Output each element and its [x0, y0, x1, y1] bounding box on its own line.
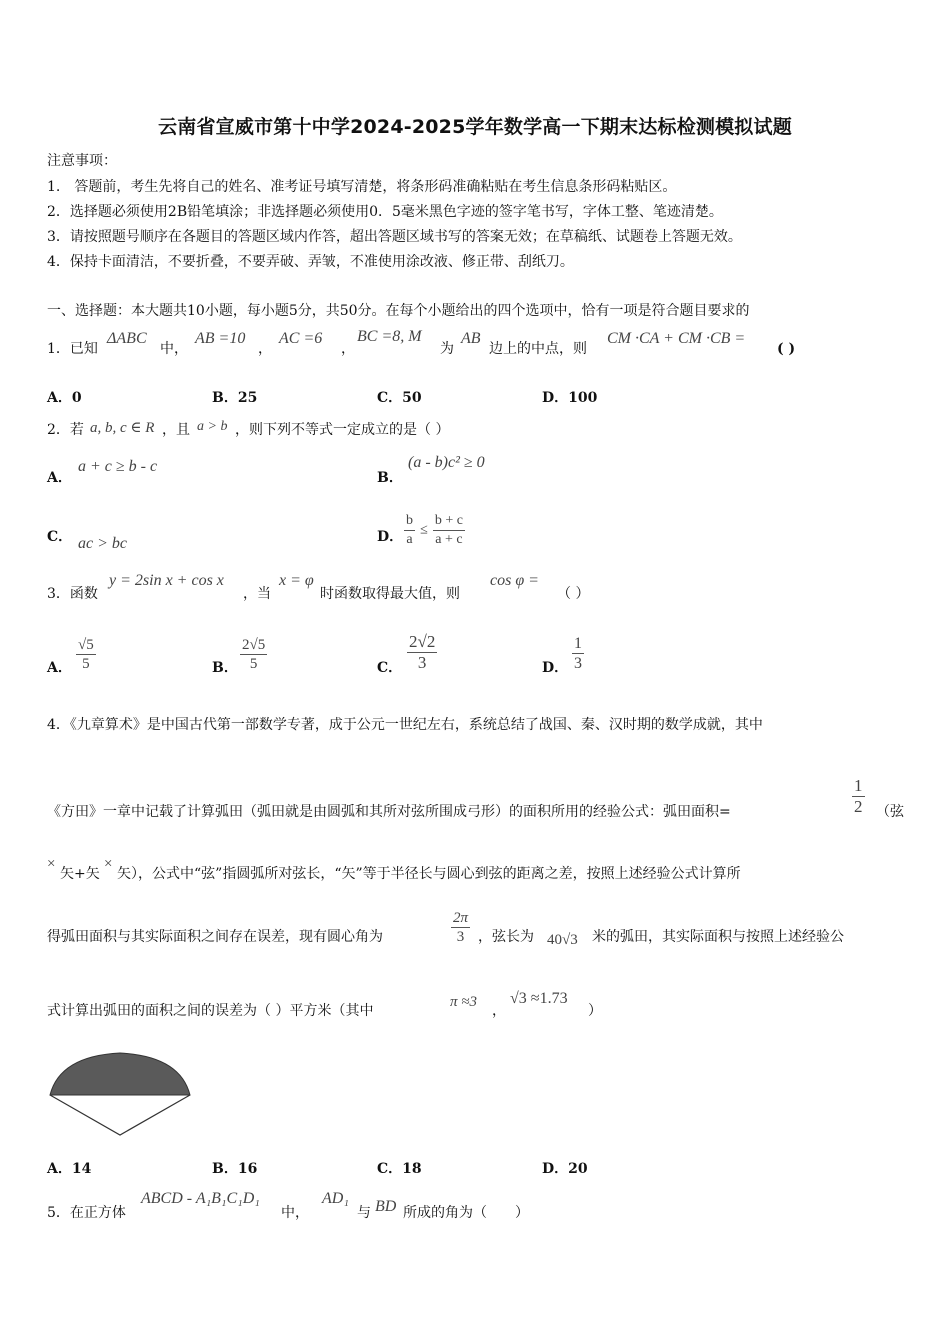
q3-math-func: y = 2sin x + cos x	[109, 572, 224, 589]
frac-num: 2√5	[242, 637, 266, 653]
frac-den: 3	[574, 655, 582, 672]
q1-option-a[interactable]: A．0	[47, 390, 82, 406]
q4-line-2: 《方田》一章中记载了计算弧田（弧田就是由圆弧和其所对弦所围成弓形）的面积所用的经验公式：弧田面积=	[47, 804, 731, 820]
segment-shaded-area	[50, 1053, 190, 1095]
q5-number: 5．在正方体	[47, 1205, 126, 1221]
q4-line-4b: ，弦长为	[478, 929, 534, 945]
q3-option-b[interactable]: B．	[212, 660, 238, 676]
frac-num: 1	[574, 635, 582, 652]
q1-math-ab: AB =10	[195, 330, 246, 347]
frac-den: 3	[456, 929, 465, 945]
q4-option-c[interactable]: C．18	[377, 1161, 422, 1177]
notice-item: 2．选择题必须使用2B铅笔填涂；非选择题必须使用0．5毫米黑色字迹的签字笔书写，字体工整、笔迹清楚。	[47, 204, 723, 220]
frac-num: √5	[78, 637, 94, 653]
q4-comma: ，	[492, 1003, 506, 1019]
frac-num: 1	[854, 776, 863, 795]
q1-text: 中，	[160, 341, 188, 357]
q1-number: 1．已知	[47, 341, 98, 357]
q5-text: 中，	[281, 1205, 309, 1221]
q2-option-d[interactable]: D．	[377, 529, 404, 545]
frac-den: 3	[417, 653, 427, 672]
frac-den: 5	[249, 656, 258, 672]
q5-math-cube: ABCD - A₁B₁C₁D₁	[141, 1190, 260, 1207]
frac-den: 2	[854, 797, 863, 816]
q3-text: 时函数取得最大值，则	[320, 586, 460, 602]
times-icon: ×	[47, 856, 56, 872]
q4-line-5a: 式计算出弧田的面积之间的误差为（ ）平方米（其中	[47, 1003, 374, 1019]
q3-text: ，当	[243, 586, 271, 602]
q4-line-4a: 得弧田面积与其实际面积之间存在误差，现有圆心角为	[47, 929, 383, 945]
frac-num: b + c	[433, 512, 465, 531]
q3-math-cos: cos φ =	[490, 572, 539, 589]
frac-den: 5	[82, 656, 90, 672]
q1-option-d[interactable]: D．100	[542, 390, 598, 406]
section-heading: 一、选择题：本大题共10小题，每小题5分，共50分。在每个小题给出的四个选项中，恰有一项是符合题目要求的	[47, 303, 750, 319]
q5-math-ad1: AD₁	[322, 1190, 349, 1207]
notice-item: 3．请按照题号顺序在各题目的答题区域内作答，超出答题区域书写的答案无效；在草稿纸、试题卷上答题无效。	[47, 229, 742, 245]
q4-line-2-end: （弦	[876, 804, 904, 820]
q2-option-b[interactable]: B．	[377, 470, 403, 486]
q1-text: 边上的中点，则	[489, 341, 587, 357]
q1-text: 为	[440, 341, 454, 357]
q2-option-b-math: (a - b)c² ≥ 0	[408, 454, 485, 471]
q1-text: ，	[258, 341, 272, 357]
q1-math-vectors: CM ·CA + CM ·CB =	[607, 330, 746, 347]
frac-den: a + c	[435, 532, 463, 547]
notice-heading: 注意事项：	[47, 153, 117, 169]
q3-math-phi: x = φ	[279, 572, 314, 589]
q2-text: ，且	[162, 422, 190, 438]
q2-option-a[interactable]: A．	[47, 470, 72, 486]
q4-line-3a: 矢+矢	[60, 866, 100, 882]
q1-math-bc: BC =8, M	[357, 328, 422, 345]
q1-answer-blank: ( )	[777, 341, 796, 357]
q1-option-b[interactable]: B．25	[212, 390, 258, 406]
q2-option-a-math: a + c ≥ b - c	[78, 458, 158, 475]
circular-segment-figure	[45, 1048, 195, 1140]
q4-pi-approx: π ≈3	[450, 994, 477, 1010]
q3-option-a-math	[76, 636, 96, 673]
q1-math-ab2: AB	[461, 330, 481, 347]
q1-math-ac: AC =6	[279, 330, 323, 347]
q3-answer-blank: （ ）	[557, 586, 590, 602]
segment-radii	[50, 1095, 190, 1135]
q1-text: ，	[341, 341, 355, 357]
q2-number: 2．若	[47, 422, 84, 438]
q1-option-c[interactable]: C．50	[377, 390, 422, 406]
q4-sqrt3-approx: √3 ≈1.73	[510, 990, 568, 1007]
q3-option-d-math	[572, 634, 584, 673]
q2-option-d-math	[404, 512, 465, 549]
frac-num: 2√2	[409, 632, 436, 651]
notice-item: 4．保持卡面清洁，不要折叠，不要弄破、弄皱，不准使用涂改液、修正带、刮纸刀。	[47, 254, 574, 270]
q4-line-4c: 米的弧田，其实际面积与按照上述经验公	[592, 929, 844, 945]
notice-item: 1. 答题前，考生先将自己的姓名、准考证号填写清楚，将条形码准确粘贴在考生信息条形码粘贴区。	[47, 179, 677, 195]
q3-number: 3．函数	[47, 586, 98, 602]
q4-line-3b: 矢），公式中“弦”指圆弧所对弦长，“矢”等于半径长与圆心到弦的距离之差，按照上述经验公式计算所	[117, 866, 741, 882]
frac-num: 2π	[453, 910, 469, 926]
q4-half-fraction	[852, 776, 865, 817]
q5-math-bd: BD	[375, 1198, 397, 1215]
q4-chord-math: 40√3	[547, 932, 578, 948]
q3-option-c-math	[407, 632, 437, 673]
q4-option-b[interactable]: B．16	[212, 1161, 258, 1177]
q4-option-d[interactable]: D．20	[542, 1161, 588, 1177]
page-title: 云南省宣威市第十中学2024-2025学年数学高一下期末达标检测模拟试题	[158, 116, 792, 138]
times-icon: ×	[104, 856, 113, 872]
frac-num: b	[404, 512, 415, 531]
q3-option-b-math	[240, 636, 267, 673]
q2-rel: ≤	[420, 522, 428, 538]
q5-text: 与	[357, 1205, 371, 1221]
q5-answer-blank: 所成的角为（ ）	[403, 1205, 529, 1221]
q1-math-triangle: ΔABC	[107, 330, 147, 347]
q2-text: ，则下列不等式一定成立的是（ ）	[235, 422, 450, 438]
q4-line-5b: ）	[588, 1003, 602, 1019]
q2-math-set: a, b, c ∈ R	[90, 420, 155, 436]
q3-option-a[interactable]: A．	[47, 660, 72, 676]
frac-den: a	[406, 532, 413, 547]
q4-line-1: 4．《九章算术》是中国古代第一部数学专著，成于公元一世纪左右，系统总结了战国、秦、汉时期的数学成就，其中	[47, 717, 763, 733]
q4-option-a[interactable]: A．14	[47, 1161, 92, 1177]
q4-angle-fraction	[451, 909, 470, 946]
q2-option-c-math: ac > bc	[78, 535, 127, 552]
q2-option-c[interactable]: C．	[47, 529, 73, 545]
q2-math-cond: a > b	[197, 419, 228, 434]
q3-option-c[interactable]: C．	[377, 660, 403, 676]
q3-option-d[interactable]: D．	[542, 660, 569, 676]
